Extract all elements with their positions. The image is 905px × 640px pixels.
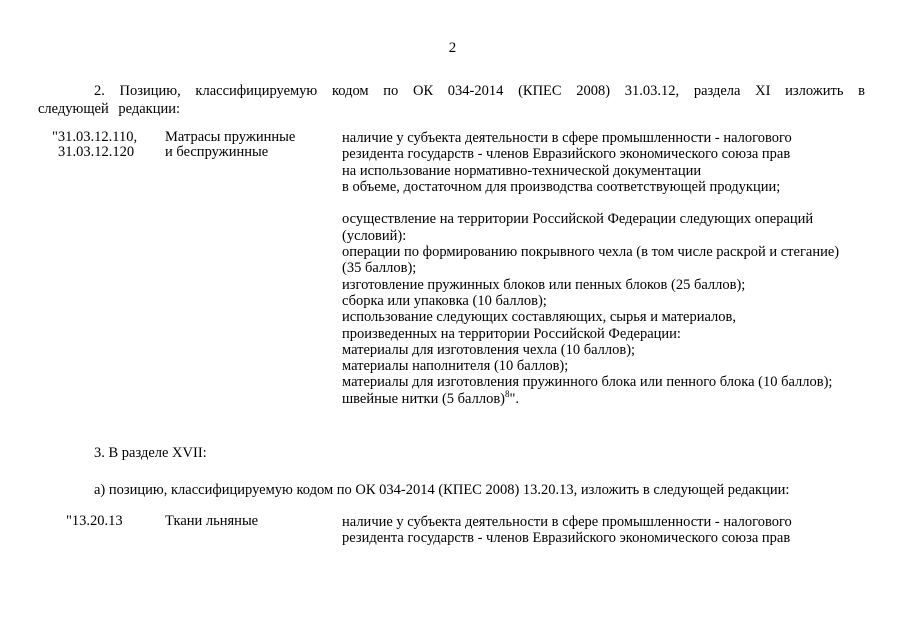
code-line: 31.03.12.120 bbox=[58, 144, 135, 160]
condition-text: швейные нитки (5 баллов) bbox=[342, 390, 506, 407]
condition-line: использование следующих составляющих, сырья и материалов, bbox=[342, 309, 737, 326]
condition-line: произведенных на территории Российской Федерации: bbox=[342, 325, 681, 342]
condition-line: (35 баллов); bbox=[342, 260, 417, 277]
condition-line: изготовление пружинных блоков или пенных блоков (25 баллов); bbox=[342, 276, 746, 293]
condition-line: материалы для изготовления пружинного блока или пенного блока (10 баллов); bbox=[342, 374, 833, 391]
code-cell: "13.20.13 bbox=[66, 513, 123, 529]
condition-line: операции по формированию покрывного чехла (в том числе раскрой и стегание) bbox=[342, 244, 840, 261]
condition-line: резидента государств - членов Евразийского экономического союза прав bbox=[342, 146, 791, 163]
product-name-cell: Ткани льняные bbox=[165, 513, 259, 529]
conditions-cell bbox=[342, 514, 882, 547]
closing-quote: ". bbox=[509, 390, 520, 407]
page-number: 2 bbox=[448, 40, 457, 56]
condition-line: наличие у субъекта деятельности в сфере промышленности - налогового bbox=[342, 514, 792, 530]
footnote-marker: 8 bbox=[505, 388, 510, 399]
condition-line: сборка или упаковка (10 баллов); bbox=[342, 292, 547, 309]
conditions-cell bbox=[342, 130, 882, 407]
item-2-paragraph: 2. Позицию, классифицируемую кодом по ОК 034-2014 (КПЕС 2008) 31.03.12, раздела XI изложить в следующей редакции: bbox=[38, 83, 865, 117]
item-3a-paragraph: а) позицию, классифицируемую кодом по ОК 034-2014 (КПЕС 2008) 13.20.13, изложить в следующей редакции: bbox=[94, 482, 790, 498]
code-cell bbox=[52, 130, 137, 160]
product-name-line: Матрасы пружинные bbox=[165, 129, 296, 145]
condition-line: резидента государств - членов Евразийского экономического союза прав bbox=[342, 530, 791, 547]
product-name-line: и беспружинные bbox=[165, 144, 269, 160]
condition-line: на использование нормативно-технической документации bbox=[342, 162, 702, 179]
condition-line: материалы наполнителя (10 баллов); bbox=[342, 358, 569, 375]
condition-line: осуществление на территории Российской Федерации следующих операций bbox=[342, 211, 814, 228]
condition-line: наличие у субъекта деятельности в сфере промышленности - налогового bbox=[342, 130, 792, 146]
spacer bbox=[342, 195, 882, 211]
product-name-cell bbox=[165, 130, 335, 160]
condition-line: материалы для изготовления чехла (10 баллов); bbox=[342, 341, 636, 358]
item-3-heading: 3. В разделе XVII: bbox=[94, 445, 207, 461]
condition-line-last bbox=[342, 388, 882, 407]
condition-line: в объеме, достаточном для производства соответствующей продукции; bbox=[342, 178, 781, 195]
code-line: "31.03.12.110, bbox=[52, 129, 138, 145]
condition-line: (условий): bbox=[342, 227, 407, 244]
